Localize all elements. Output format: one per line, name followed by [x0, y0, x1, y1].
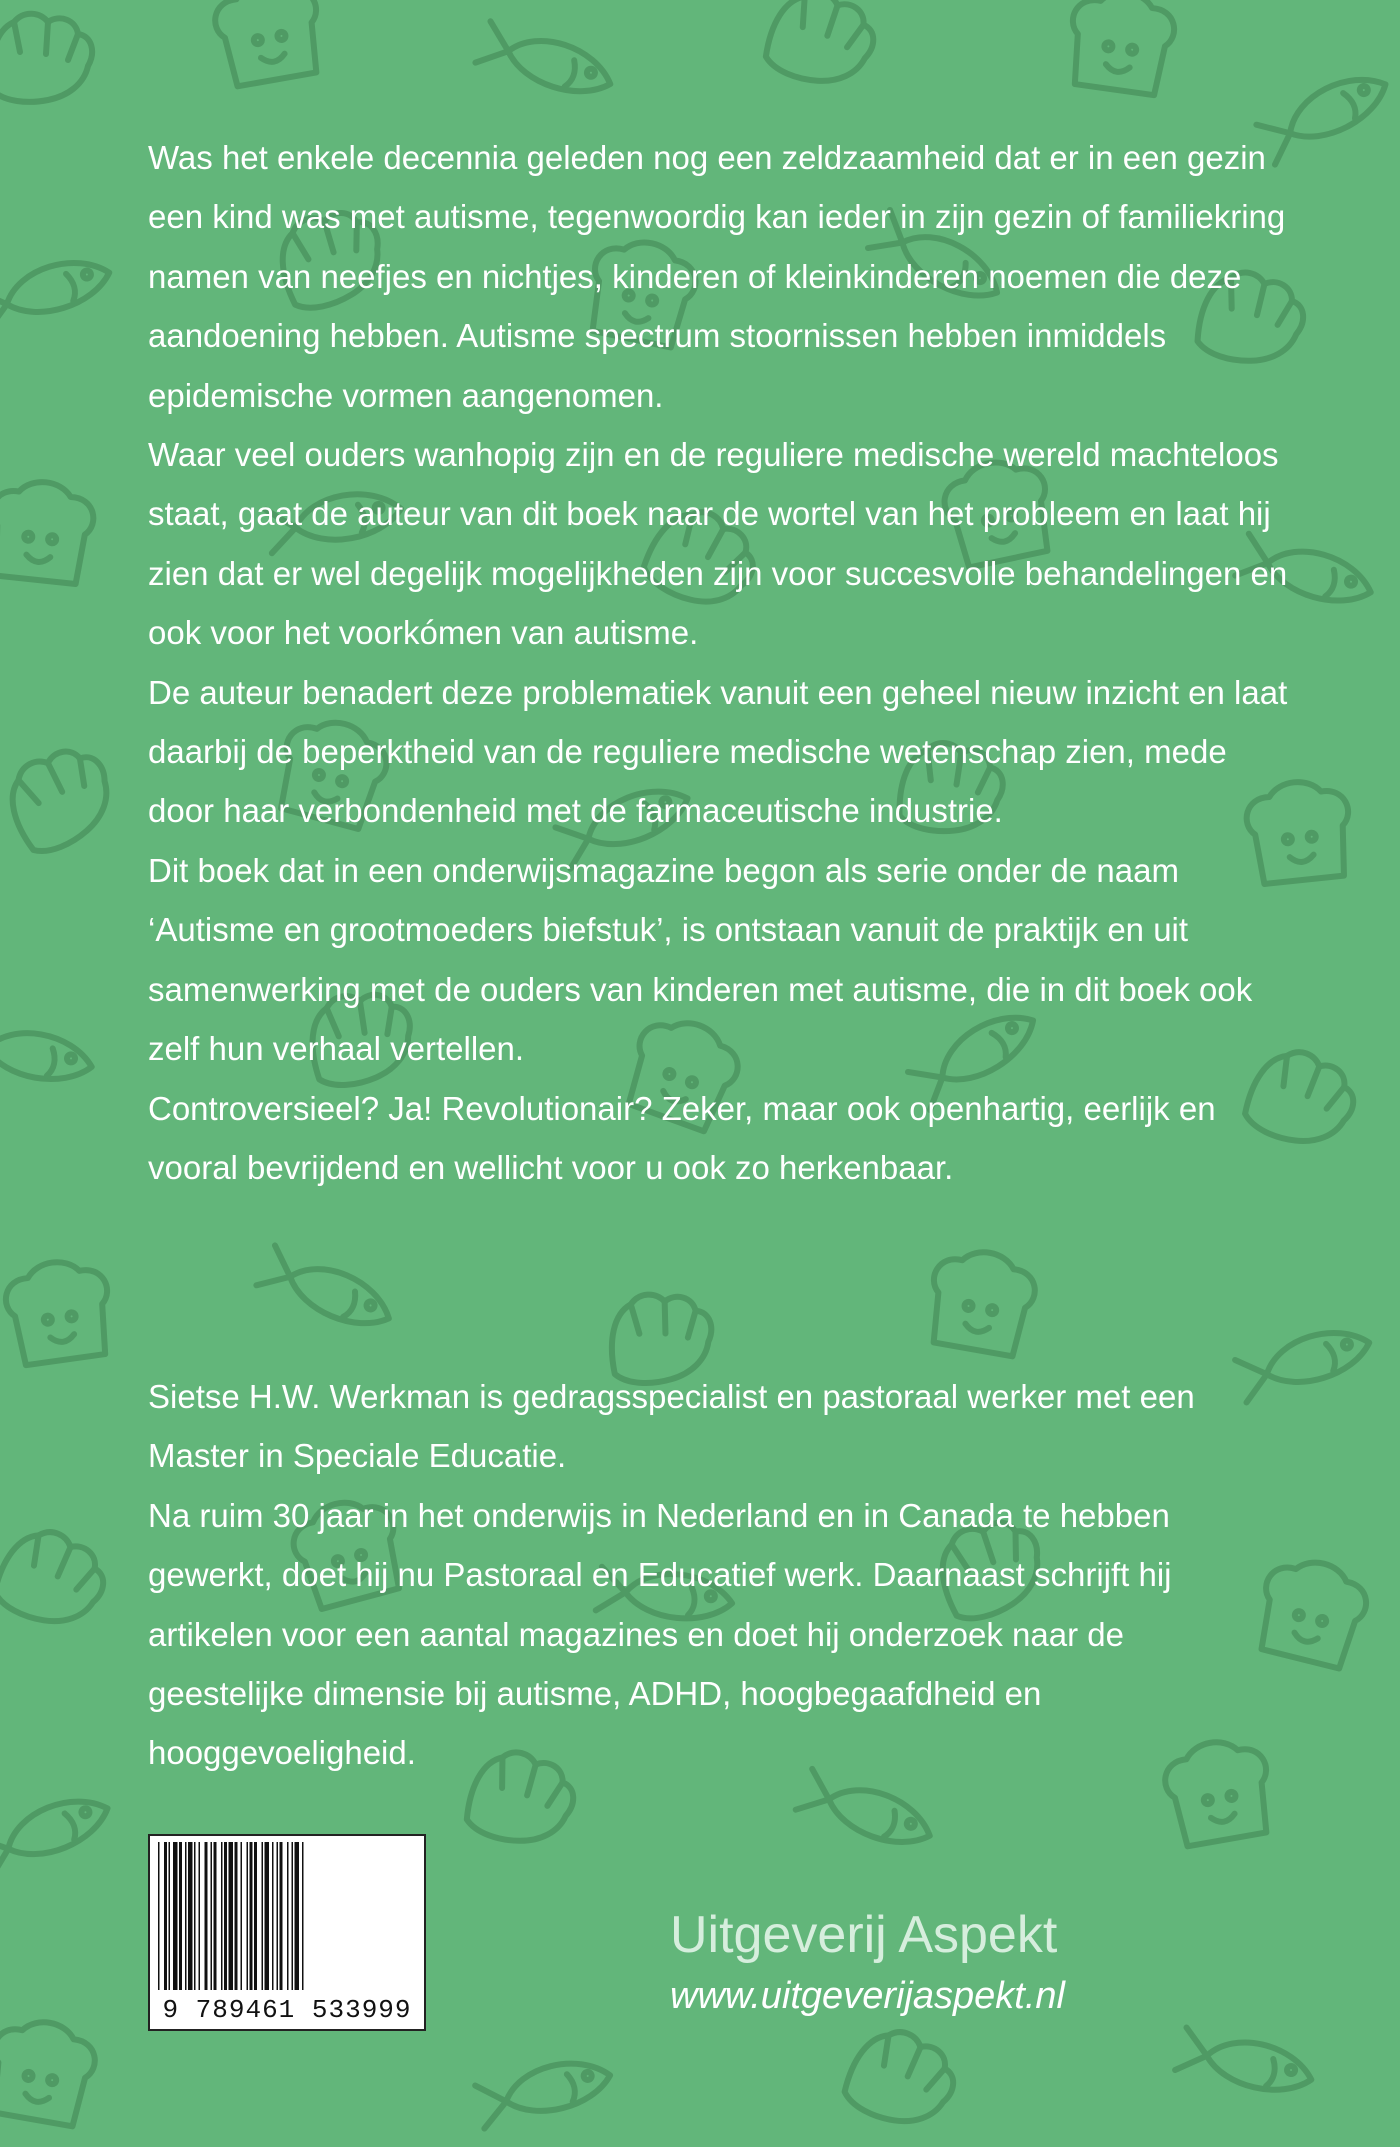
publisher-url: www.uitgeverijaspekt.nl [670, 1975, 1065, 2017]
blurb-paragraph: Was het enkele decennia geleden nog een zeldzaamheid dat er in een gezin een kind was met autisme, tegenwoordig kan ieder in zijn gezin of familiekring namen van neefjes en nichtjes, kinderen of kleinkinderen noemen die deze aandoening hebben. Autisme spectrum stoornissen hebben inmiddels epidemische vormen aangenomen. [148, 139, 1286, 414]
author-bio-paragraph: Na ruim 30 jaar in het onderwijs in Nederland en in Canada te hebben gewerkt, doet hij nu Pastoraal en Educatief werk. Daarnaast schrijft hij artikelen voor een aantal magazines en doet hij onderzoek naar de geestelijke dimensie bij autisme, ADHD, hoogbegaafdheid en hooggevoeligheid. [148, 1496, 1172, 1772]
barcode-bars [156, 1842, 418, 1990]
isbn-barcode [148, 1834, 426, 2031]
blurb-paragraph: De auteur benadert deze problematiek vanuit een geheel nieuw inzicht en laat daarbij de beperktheid van de reguliere medische wetenschap zien, mede door haar verbondenheid met de farmaceutische industrie. [148, 673, 1288, 830]
blurb-paragraph: Waar veel ouders wanhopig zijn en de reguliere medische wereld machteloos staat, gaat de auteur van dit boek naar de wortel van het probleem en laat hij zien dat er wel degelijk mogelijkheden zijn voor succesvolle behandelingen en ook voor het voorkómen van autisme. [148, 436, 1288, 652]
author-bio [148, 1367, 1288, 1783]
barcode-digits: 9 789461 533999 [162, 1995, 412, 2025]
blurb-paragraph: Dit boek dat in een onderwijsmagazine begon als serie onder de naam ‘Autisme en grootmoeders biefstuk’, is ontstaan vanuit de praktijk en uit samenwerking met de ouders van kinderen met autisme, die in dit boek ook zelf hun verhaal vertellen. [148, 851, 1253, 1068]
blurb-text [148, 128, 1288, 1197]
blurb-paragraph: Controversieel? Ja! Revolutionair? Zeker, maar ook openhartig, eerlijk en vooral bevrijdend en wellicht voor u ook zo herkenbaar. [148, 1089, 1216, 1186]
publisher-name: Uitgeverij Aspekt [670, 1906, 1058, 1964]
author-bio-paragraph: Sietse H.W. Werkman is gedragsspecialist en pastoraal werker met een Master in Speciale Educatie. [148, 1378, 1195, 1475]
